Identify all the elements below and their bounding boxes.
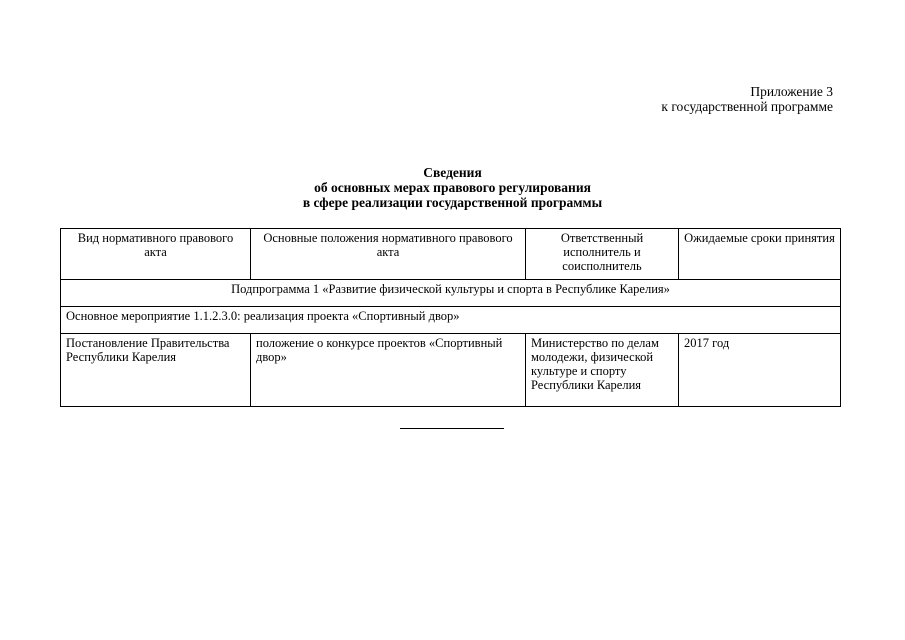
title-line-2: об основных мерах правового регулирования — [314, 180, 591, 195]
cell-provisions: положение о конкурсе проектов «Спортивный двор» — [251, 334, 526, 407]
main-measure-row — [61, 307, 841, 334]
end-separator-line — [400, 428, 504, 429]
table-header-row — [61, 229, 841, 280]
header-provisions: Основные положения нормативного правового акта — [251, 229, 526, 280]
header-act-type: Вид нормативного правового акта — [61, 229, 251, 280]
header-executor: Ответственный исполнитель и соисполнитель — [526, 229, 679, 280]
title-line-3: в сфере реализации государственной программы — [302, 195, 603, 210]
appendix-reference: к государственной программе — [661, 99, 833, 114]
cell-deadline: 2017 год — [679, 334, 841, 407]
cell-act-type: Постановление Правительства Республики Карелия — [61, 334, 251, 407]
subprogram-cell: Подпрограмма 1 «Развитие физической культуры и спорта в Республике Карелия» — [61, 280, 841, 307]
header-deadline: Ожидаемые сроки принятия — [679, 229, 841, 280]
document-title — [0, 165, 905, 210]
main-measure-cell: Основное мероприятие 1.1.2.3.0: реализация проекта «Спортивный двор» — [61, 307, 841, 334]
appendix-header — [661, 84, 833, 114]
measures-table — [60, 228, 841, 407]
subprogram-row — [61, 280, 841, 307]
table-row — [61, 334, 841, 407]
cell-executor: Министерство по делам молодежи, физической культуре и спорту Республики Карелия — [526, 334, 679, 407]
appendix-number: Приложение 3 — [750, 84, 833, 99]
title-line-1: Сведения — [423, 165, 482, 180]
